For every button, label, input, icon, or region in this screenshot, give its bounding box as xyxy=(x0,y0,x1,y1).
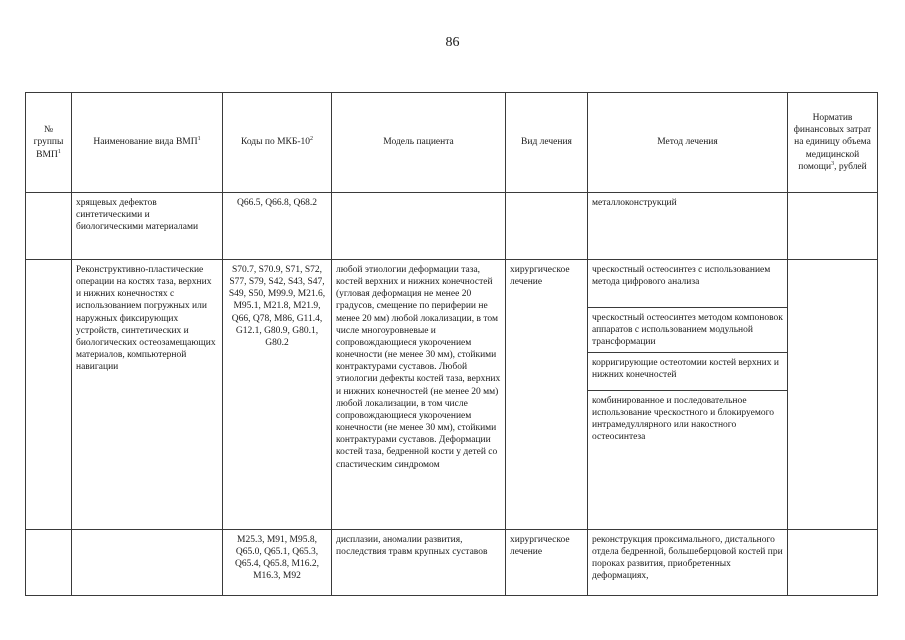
cell-patient-model: любой этиологии деформации таза, костей верхних и нижних конечностей (угловая деформация не менее 20 градусов, смещение по периферии не менее 20 мм) любой локализации, в том числе многоуровневые и сопровождающиеся укорочением конечности (не менее 30 мм), стойкими контрактурами суставов. Любой этиологии дефекты костей таза, верхних и нижних конечностей (не менее 20 мм) любой локализации, в том числе сопровождающиеся укорочением конечности (не менее 30 мм), стойкими контрактурами суставов. Деформации костей таза, бедренной кости у детей со спастическим синдромом xyxy=(332,260,506,530)
table-row xyxy=(26,193,878,260)
header-patient-model: Модель пациента xyxy=(332,93,506,193)
cell-group-no xyxy=(26,530,72,596)
cell-treatment-type: хирургическое лечение xyxy=(506,260,588,530)
cell-icd-codes: Q66.5, Q66.8, Q68.2 xyxy=(223,193,332,260)
page-number: 86 xyxy=(445,35,460,50)
cell-treatment-method: металлоконструкций xyxy=(588,193,788,260)
cell-financial-norm xyxy=(788,260,878,530)
cell-group-no xyxy=(26,260,72,530)
table-row xyxy=(26,260,878,530)
header-treatment-method: Метод лечения xyxy=(588,93,788,193)
cell-financial-norm xyxy=(788,530,878,596)
header-icd-codes: Коды по МКБ-$10^2$ xyxy=(223,93,332,193)
cell-patient-model: дисплазии, аномалии развития, последствия травм крупных суставов xyxy=(332,530,506,596)
cell-vmp-name: Реконструктивно-пластические операции на костях таза, верхних и нижних конечностях с использованием погружных или наружных фиксирующих устройств, синтетических и биологических остеозамещающих материалов, компьютерной навигации xyxy=(72,260,223,530)
cell-treatment-type xyxy=(506,193,588,260)
method-item: чрескостный остеосинтез с использованием метода цифрового анализа xyxy=(588,260,787,308)
header-row xyxy=(26,93,878,193)
cell-icd-codes: M25.3, M91, M95.8, Q65.0, Q65.1, Q65.3, Q65.4, Q65.8, M16.2, M16.3, M92 xyxy=(223,530,332,596)
cell-patient-model xyxy=(332,193,506,260)
method-item: комбинированное и последовательное использование чрескостного и блокируемого интрамедуллярного или накостного остеосинтеза xyxy=(592,396,775,443)
cell-treatment-method: реконструкция проксимального, дистального отдела бедренной, большеберцовой костей при пороках развития, приобретенных деформациях, xyxy=(588,530,788,596)
cell-vmp-name xyxy=(72,530,223,596)
table-row xyxy=(26,530,878,596)
vmp-table xyxy=(25,92,878,596)
header-group-no: № группы ВМП$^1$ xyxy=(26,93,72,193)
cell-treatment-type: хирургическое лечение xyxy=(506,530,588,596)
cell-vmp-name: хрящевых дефектов синтетическими и биологическими материалами xyxy=(72,193,223,260)
cell-financial-norm xyxy=(788,193,878,260)
header-treatment-type: Вид лечения xyxy=(506,93,588,193)
method-item: чрескостный остеосинтез методом компоновок аппаратов с использованием модульной трансформации xyxy=(588,308,787,353)
header-financial-norm: Норматив финансовых затрат на единицу объема медицинской помощи$^3$, рублей xyxy=(788,93,878,193)
cell-icd-codes: S70.7, S70.9, S71, S72, S77, S79, S42, S43, S47, S49, S50, M99.9, M21.6, M95.1, M21.8, M21.9, Q66, Q78, M86, G11.4, G12.1, G80.9, G80.1, G80.2 xyxy=(223,260,332,530)
cell-group-no xyxy=(26,193,72,260)
cell-treatment-method xyxy=(588,260,788,530)
method-item: корригирующие остеотомии костей верхних и нижних конечностей xyxy=(588,353,787,391)
header-vmp-name: Наименование вида ВМП$^1$ xyxy=(72,93,223,193)
